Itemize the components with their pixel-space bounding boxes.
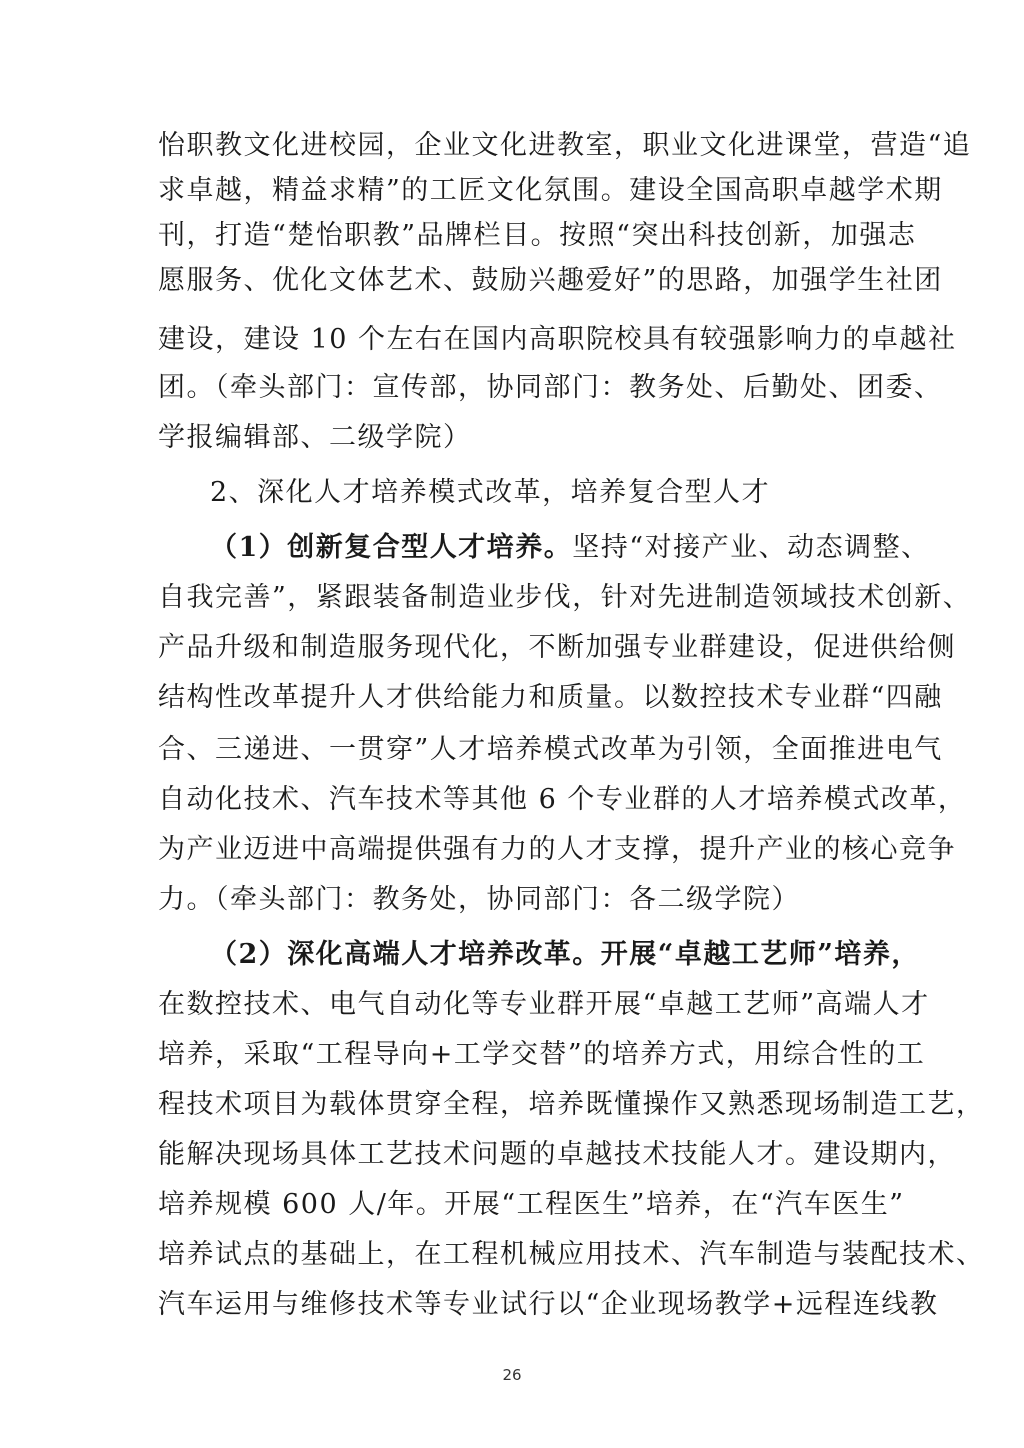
body-line: 怡职教文化进校园，企业文化进教室，职业文化进课堂，营造“追	[158, 130, 972, 161]
body-line: 合、三递进、一贯穿”人才培养模式改革为引领，全面推进电气	[158, 734, 943, 765]
body-line: 自我完善”，紧跟装备制造业步伐，针对先进制造领域技术创新、	[158, 582, 972, 613]
body-line: 培养规模 600 人/年。开展“工程医生”培养，在“汽车医生”	[158, 1189, 905, 1220]
body-line: 能解决现场具体工艺技术问题的卓越技术技能人才。建设期内，	[158, 1139, 956, 1170]
body-line: 力。（牵头部门：教务处，协同部门：各二级学院）	[158, 884, 800, 915]
body-line: 产品升级和制造服务现代化，不断加强专业群建设，促进供给侧	[158, 632, 956, 663]
body-line: 团。（牵头部门：宣传部，协同部门：教务处、后勤处、团委、	[158, 372, 943, 403]
body-line: 愿服务、优化文体艺术、鼓励兴趣爱好”的思路，加强学生社团	[158, 265, 943, 296]
body-line: 培养试点的基础上，在工程机械应用技术、汽车制造与装配技术、	[158, 1239, 985, 1270]
section-heading: 2、深化人才培养模式改革，培养复合型人才	[210, 477, 771, 508]
body-line: 为产业迈进中高端提供强有力的人才支撑，提升产业的核心竞争	[158, 834, 956, 865]
item-1-text: 坚持“对接产业、动态调整、	[572, 532, 930, 563]
body-line: 汽车运用与维修技术等专业试行以“企业现场教学+远程连线教	[158, 1289, 939, 1320]
body-line: 建设，建设 10 个左右在国内高职院校具有较强影响力的卓越社	[158, 324, 957, 355]
item-2-title: （2）深化高端人才培养改革。开展“卓越工艺师”培养，	[210, 939, 920, 970]
body-line: 求卓越，精益求精”的工匠文化氛围。建设全国高职卓越学术期	[158, 175, 943, 206]
body-line: 结构性改革提升人才供给能力和质量。以数控技术专业群“四融	[158, 682, 943, 713]
item-1-first-line	[210, 528, 930, 568]
body-line: 培养，采取“工程导向+工学交替”的培养方式，用综合性的工	[158, 1039, 926, 1070]
item-1-title: （1）创新复合型人才培养。	[210, 532, 573, 563]
body-line: 学报编辑部、二级学院）	[158, 422, 472, 453]
body-line: 程技术项目为载体贯穿全程，培养既懂操作又熟悉现场制造工艺，	[158, 1089, 985, 1120]
body-line: 自动化技术、汽车技术等其他 6 个专业群的人才培养模式改革，	[158, 784, 967, 815]
body-line: 在数控技术、电气自动化等专业群开展“卓越工艺师”高端人才	[158, 989, 930, 1020]
body-line: 刊，打造“楚怡职教”品牌栏目。按照“突出科技创新，加强志	[158, 220, 917, 251]
page-number: 26	[502, 1366, 522, 1384]
